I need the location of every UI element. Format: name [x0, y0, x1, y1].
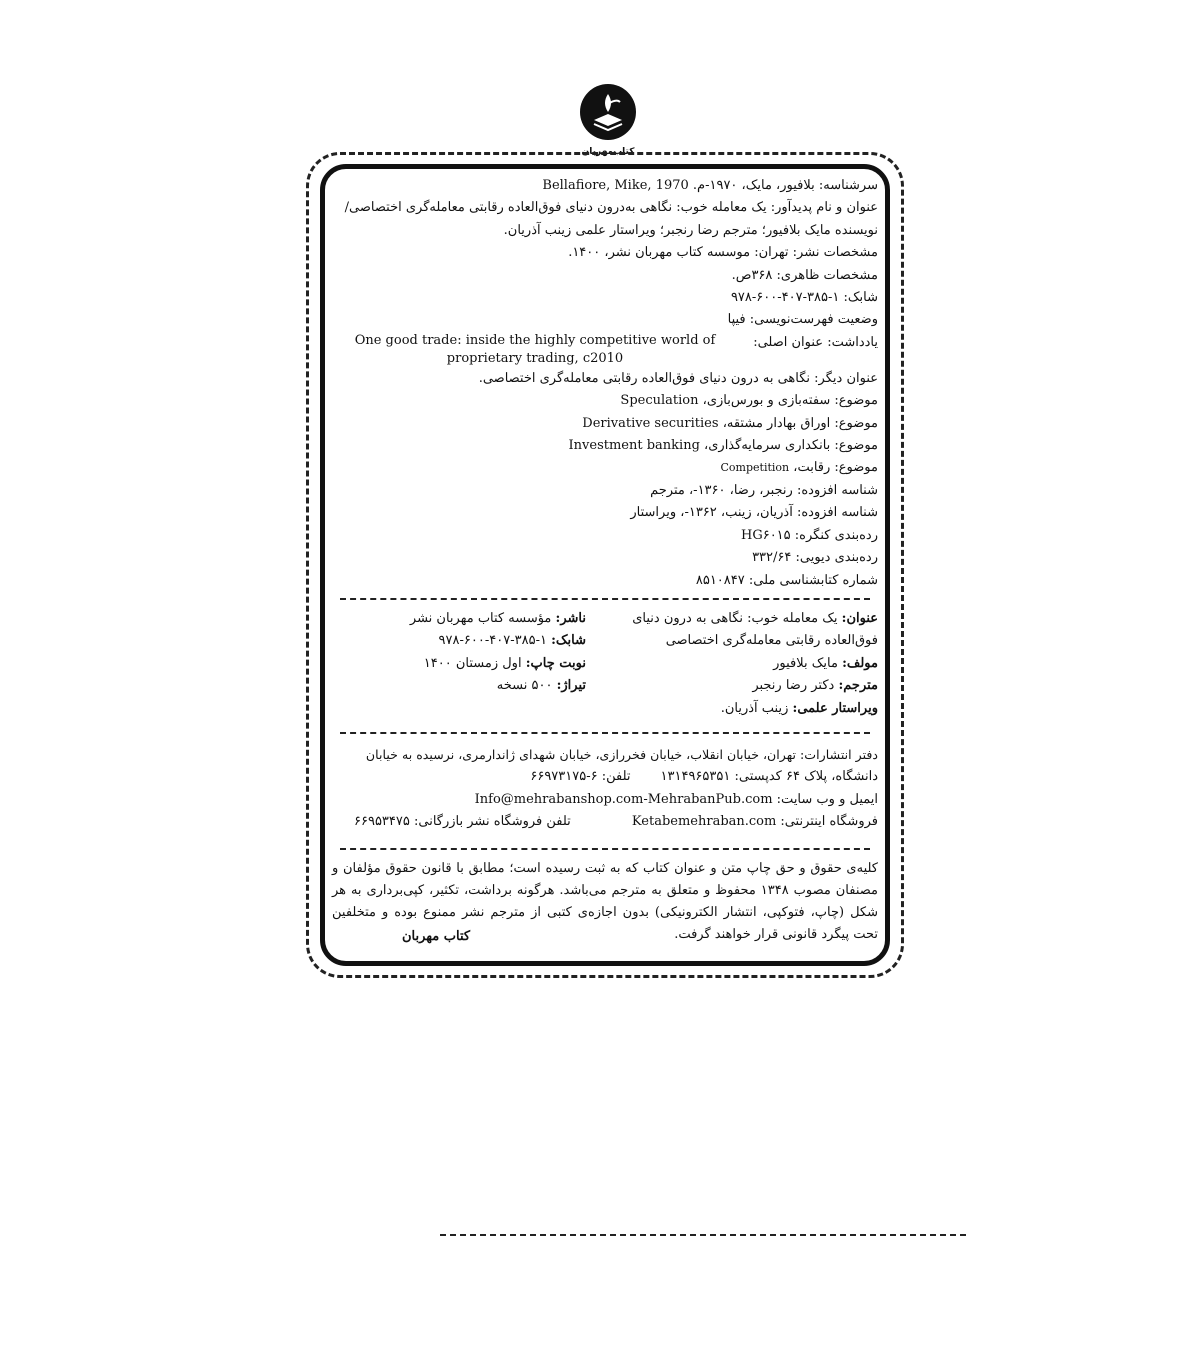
cip-subject-4: موضوع: رقابت، Competition: [720, 460, 878, 476]
footer-dashed-line: [440, 1234, 966, 1236]
cip-subject-2: موضوع: اوراق بهادار مشتقه، Derivative securities: [582, 415, 878, 431]
cip-subject-3: موضوع: بانکداری سرمایه‌گذاری، Investment banking: [568, 438, 878, 454]
cip-title-line1: عنوان و نام پدیدآور: یک معامله خوب: نگاهی به‌درون دنیای فوق‌العاده رقابتی معامله‌گری اختصاصی/: [344, 200, 878, 216]
cip-isbn: شابک: ۱-۳۸۵-۴۰۷-۶۰۰-۹۷۸: [730, 290, 878, 306]
cip-added-entry-1: شناسه افزوده: رنجبر، رضا، ۱۳۶۰-، مترجم: [650, 482, 878, 498]
cip-other-title: عنوان دیگر: نگاهی به درون دنیای فوق‌العاده رقابتی معامله‌گری اختصاصی.: [478, 370, 878, 386]
divider-3: [340, 848, 870, 850]
contact-shop: فروشگاه اینترنتی: Ketabemehraban.com تلفن فروشگاه نشر بازرگانی: ۶۶۹۵۳۴۷۵: [332, 811, 878, 833]
logo-caption: کتاب‌مهربان: [581, 147, 635, 157]
cip-national-number: شماره کتابشناسی ملی: ۸۵۱۰۸۴۷: [695, 572, 878, 588]
info-edition: نوبت چاپ: اول زمستان ۱۴۰۰: [423, 655, 586, 671]
contact-email-link[interactable]: Info@mehrabanshop.com-MehrabanPub.com: [474, 791, 773, 807]
copyright-signature: کتاب مهربان: [402, 929, 471, 944]
info-editor: ویراستار علمی: زینب آذریان.: [720, 700, 878, 716]
divider-1: [340, 598, 870, 600]
book-info-left: [336, 608, 586, 720]
info-print-run: تیراژ: ۵۰۰ نسخه: [496, 678, 586, 694]
cip-lc-class: رده‌بندی کنگره: HG۶۰۱۵: [741, 527, 878, 543]
contact-block: [332, 744, 878, 834]
info-translator: مترجم: دکتر رضا رنجبر: [752, 678, 878, 694]
publisher-logo: [576, 82, 640, 162]
info-publisher: ناشر: مؤسسه کتاب مهربان نشر: [409, 610, 586, 626]
info-isbn: شابک: ۱-۳۸۵-۴۰۷-۶۰۰-۹۷۸: [438, 633, 586, 649]
contact-email: ایمیل و وب سایت: Info@mehrabanshop.com-MehrabanPub.com: [474, 791, 878, 807]
cip-publication: مشخصات نشر: تهران: موسسه کتاب مهربان نشر، ۱۴۰۰.: [568, 245, 878, 261]
cip-heading: سرشناسه: بلافیور، مایک، ۱۹۷۰-م. Bellafiore, Mike, 1970: [542, 178, 878, 193]
cip-added-entry-2: شناسه افزوده: آذریان، زینب، ۱۳۶۲-، ویراستار: [630, 505, 878, 521]
book-logo-icon: [576, 82, 640, 162]
cip-subject-1: موضوع: سفته‌بازی و بورس‌بازی، Speculation: [620, 393, 878, 409]
cip-dewey-class: رده‌بندی دیویی: ۳۳۲/۶۴: [752, 550, 878, 566]
copyright-text: کلیه‌ی حقوق و حق چاپ متن و عنوان کتاب که به ثبت رسیده است؛ مطابق با قانون حقوق مؤلفان و مصنفان مصوب ۱۳۴۸ محفوظ و متعلق به مترجم می‌باشد. هرگونه برداشت، تکثیر، کپی‌برداری به هر شکل (چاپ، فتوکپی، انتشار الکترونیکی) بدون اجازه‌ی کتبی از مترجم نشر ممنوع بوده و متخلفین تحت پیگرد قانونی قرار خواهند گرفت.: [332, 860, 878, 943]
book-info-block: [332, 608, 878, 720]
info-title-cont: فوق‌العاده رقابتی معامله‌گری اختصاصی: [665, 633, 878, 649]
contact-office-line1: دفتر انتشارات: تهران، خیابان انقلاب، خیابان فخررازی، خیابان شهدای ژاندارمری، نرسیده به خیابان: [365, 746, 878, 762]
divider-2: [340, 732, 870, 734]
info-author: مولف: مایک بلافیور: [773, 655, 878, 671]
cip-note: یادداشت: عنوان اصلی: One good trade: inside the highly competitive world of proprietary trading, c2010: [354, 332, 878, 366]
info-title: عنوان: یک معامله خوب: نگاهی به درون دنیای: [632, 610, 878, 626]
copyright-page-content: [332, 175, 878, 955]
book-info-right: [608, 608, 878, 720]
shop-website-link[interactable]: Ketabemehraban.com: [631, 814, 777, 830]
cip-cataloging: وضعیت فهرست‌نویسی: فیپا: [727, 312, 878, 328]
contact-office-line2: دانشگاه، پلاک ۶۴ کدپستی: ۱۳۱۴۹۶۵۳۵۱ تلفن: ۶-۶۶۹۷۳۱۷۵: [530, 769, 878, 785]
cip-title-line2: نویسنده مایک بلافیور؛ مترجم رضا رنجبر؛ ویراستار علمی زینب آذریان.: [503, 222, 878, 238]
cip-block: [332, 175, 878, 592]
cip-physical: مشخصات ظاهری: ۳۶۸ص.: [731, 267, 878, 283]
